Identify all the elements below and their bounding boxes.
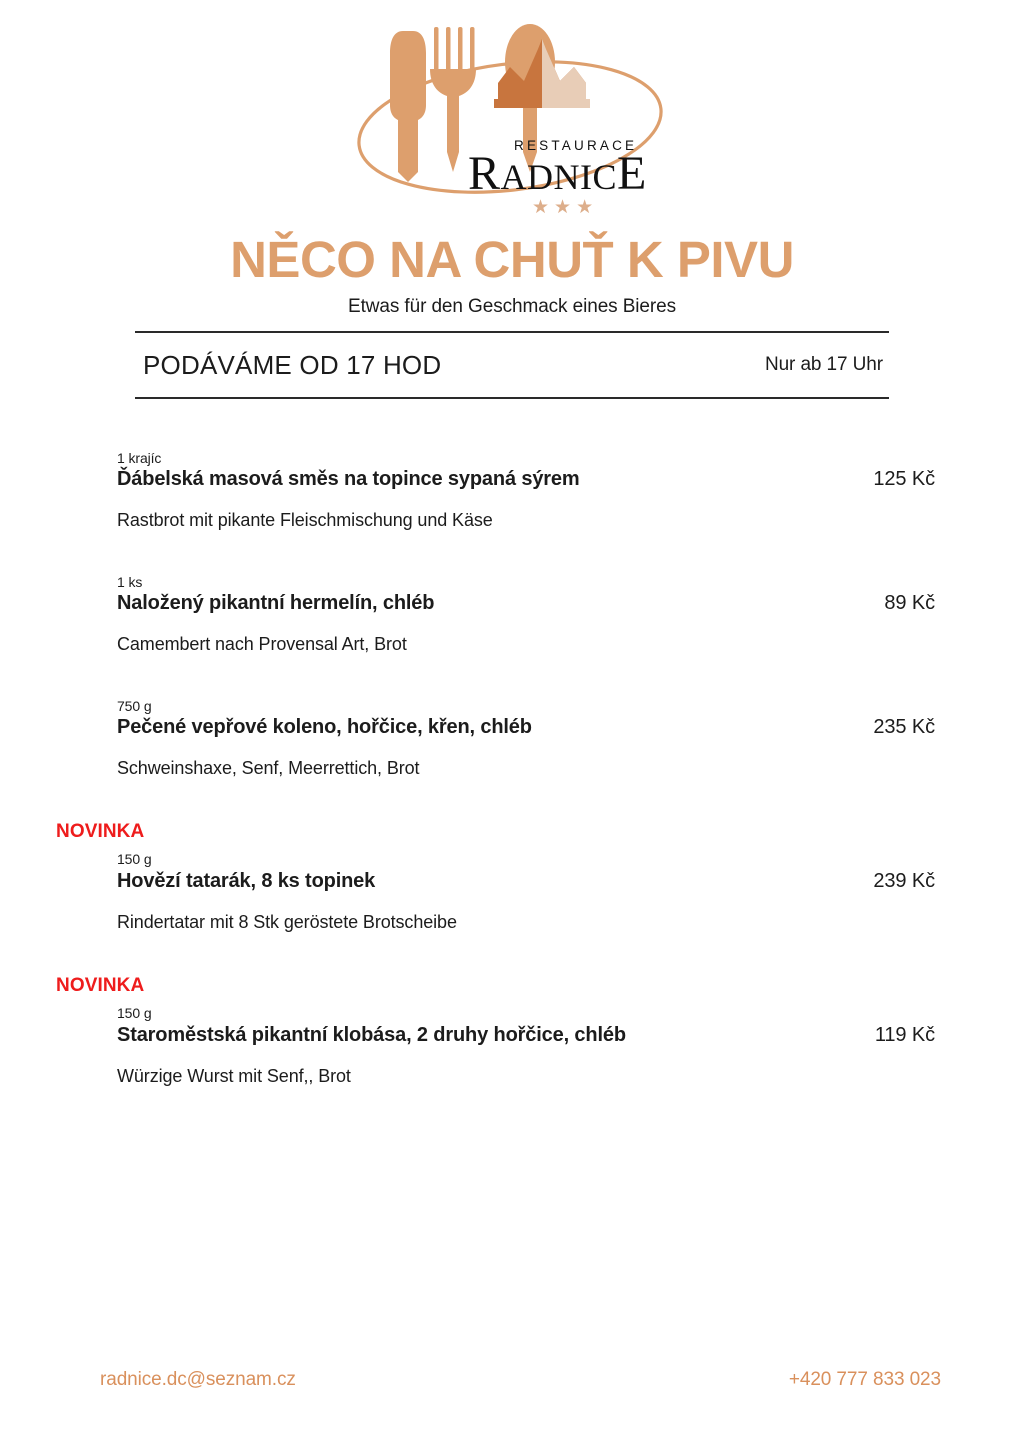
menu-item	[54, 575, 935, 657]
item-price: 89 Kč	[884, 592, 935, 615]
item-price: 119 Kč	[874, 1023, 935, 1046]
status-badge-new: NOVINKA	[56, 975, 145, 997]
item-name: Ďábelská masová směs na topince sypaná sýrem	[117, 468, 580, 491]
menu-list	[0, 451, 1024, 1088]
logo-stars: ★★★	[532, 197, 599, 218]
item-description: Rastbrot mit pikante Fleischmischung und Käse	[117, 510, 493, 531]
item-name-row	[117, 1023, 935, 1048]
contact-email[interactable]: radnice.dc@seznam.cz	[100, 1369, 296, 1390]
page-title-block	[0, 233, 1024, 318]
logo-eyebrow: RESTAURACE	[514, 138, 638, 153]
serving-hours-cz: PODÁVÁME OD 17 HOD	[143, 349, 442, 380]
item-name: Pečené vepřové koleno, hořčice, křen, chléb	[117, 716, 532, 738]
item-name: Hovězí tatarák, 8 ks topinek	[117, 869, 376, 892]
item-name-row	[117, 467, 935, 492]
item-portion: 150 g	[117, 851, 152, 868]
item-name: Staroměstská pikantní klobása, 2 druhy hořčice, chléb	[117, 1023, 626, 1046]
item-name-row	[117, 591, 935, 616]
item-price: 235 Kč	[873, 716, 935, 738]
menu-item	[54, 976, 935, 1088]
item-name-row	[117, 869, 935, 894]
page-title: NĚCO NA CHUŤ K PIVU	[230, 231, 794, 288]
menu-item	[54, 699, 935, 781]
item-price: 239 Kč	[873, 869, 935, 892]
restaurant-cutlery-crown-logo	[342, 17, 682, 222]
item-portion: 1 ks	[117, 573, 143, 590]
menu-item	[54, 822, 935, 934]
item-price: 125 Kč	[873, 468, 935, 491]
item-description: Rindertatar mit 8 Stk geröstete Brotscheibe	[117, 911, 457, 932]
contact-footer	[0, 1369, 1024, 1391]
serving-hours-bar	[135, 331, 889, 399]
item-portion: 1 krajíc	[117, 450, 162, 467]
menu-item	[54, 451, 935, 533]
item-description: Würzige Wurst mit Senf,, Brot	[117, 1065, 351, 1086]
logo-wordmark: RADNICE	[468, 147, 647, 200]
item-description: Schweinshaxe, Senf, Meerrettich, Brot	[117, 758, 420, 778]
brand-logo	[0, 0, 1024, 225]
page-subtitle: Etwas für den Geschmack eines Bieres	[348, 296, 676, 318]
serving-hours-de: Nur ab 17 Uhr	[764, 354, 883, 376]
item-portion: 750 g	[117, 697, 152, 714]
item-name: Naložený pikantní hermelín, chléb	[117, 592, 435, 615]
item-name-row	[117, 715, 935, 740]
status-badge-new: NOVINKA	[56, 821, 145, 843]
item-description: Camembert nach Provensal Art, Brot	[117, 634, 407, 655]
item-portion: 150 g	[117, 1005, 152, 1022]
contact-phone[interactable]: +420 777 833 023	[788, 1369, 941, 1390]
